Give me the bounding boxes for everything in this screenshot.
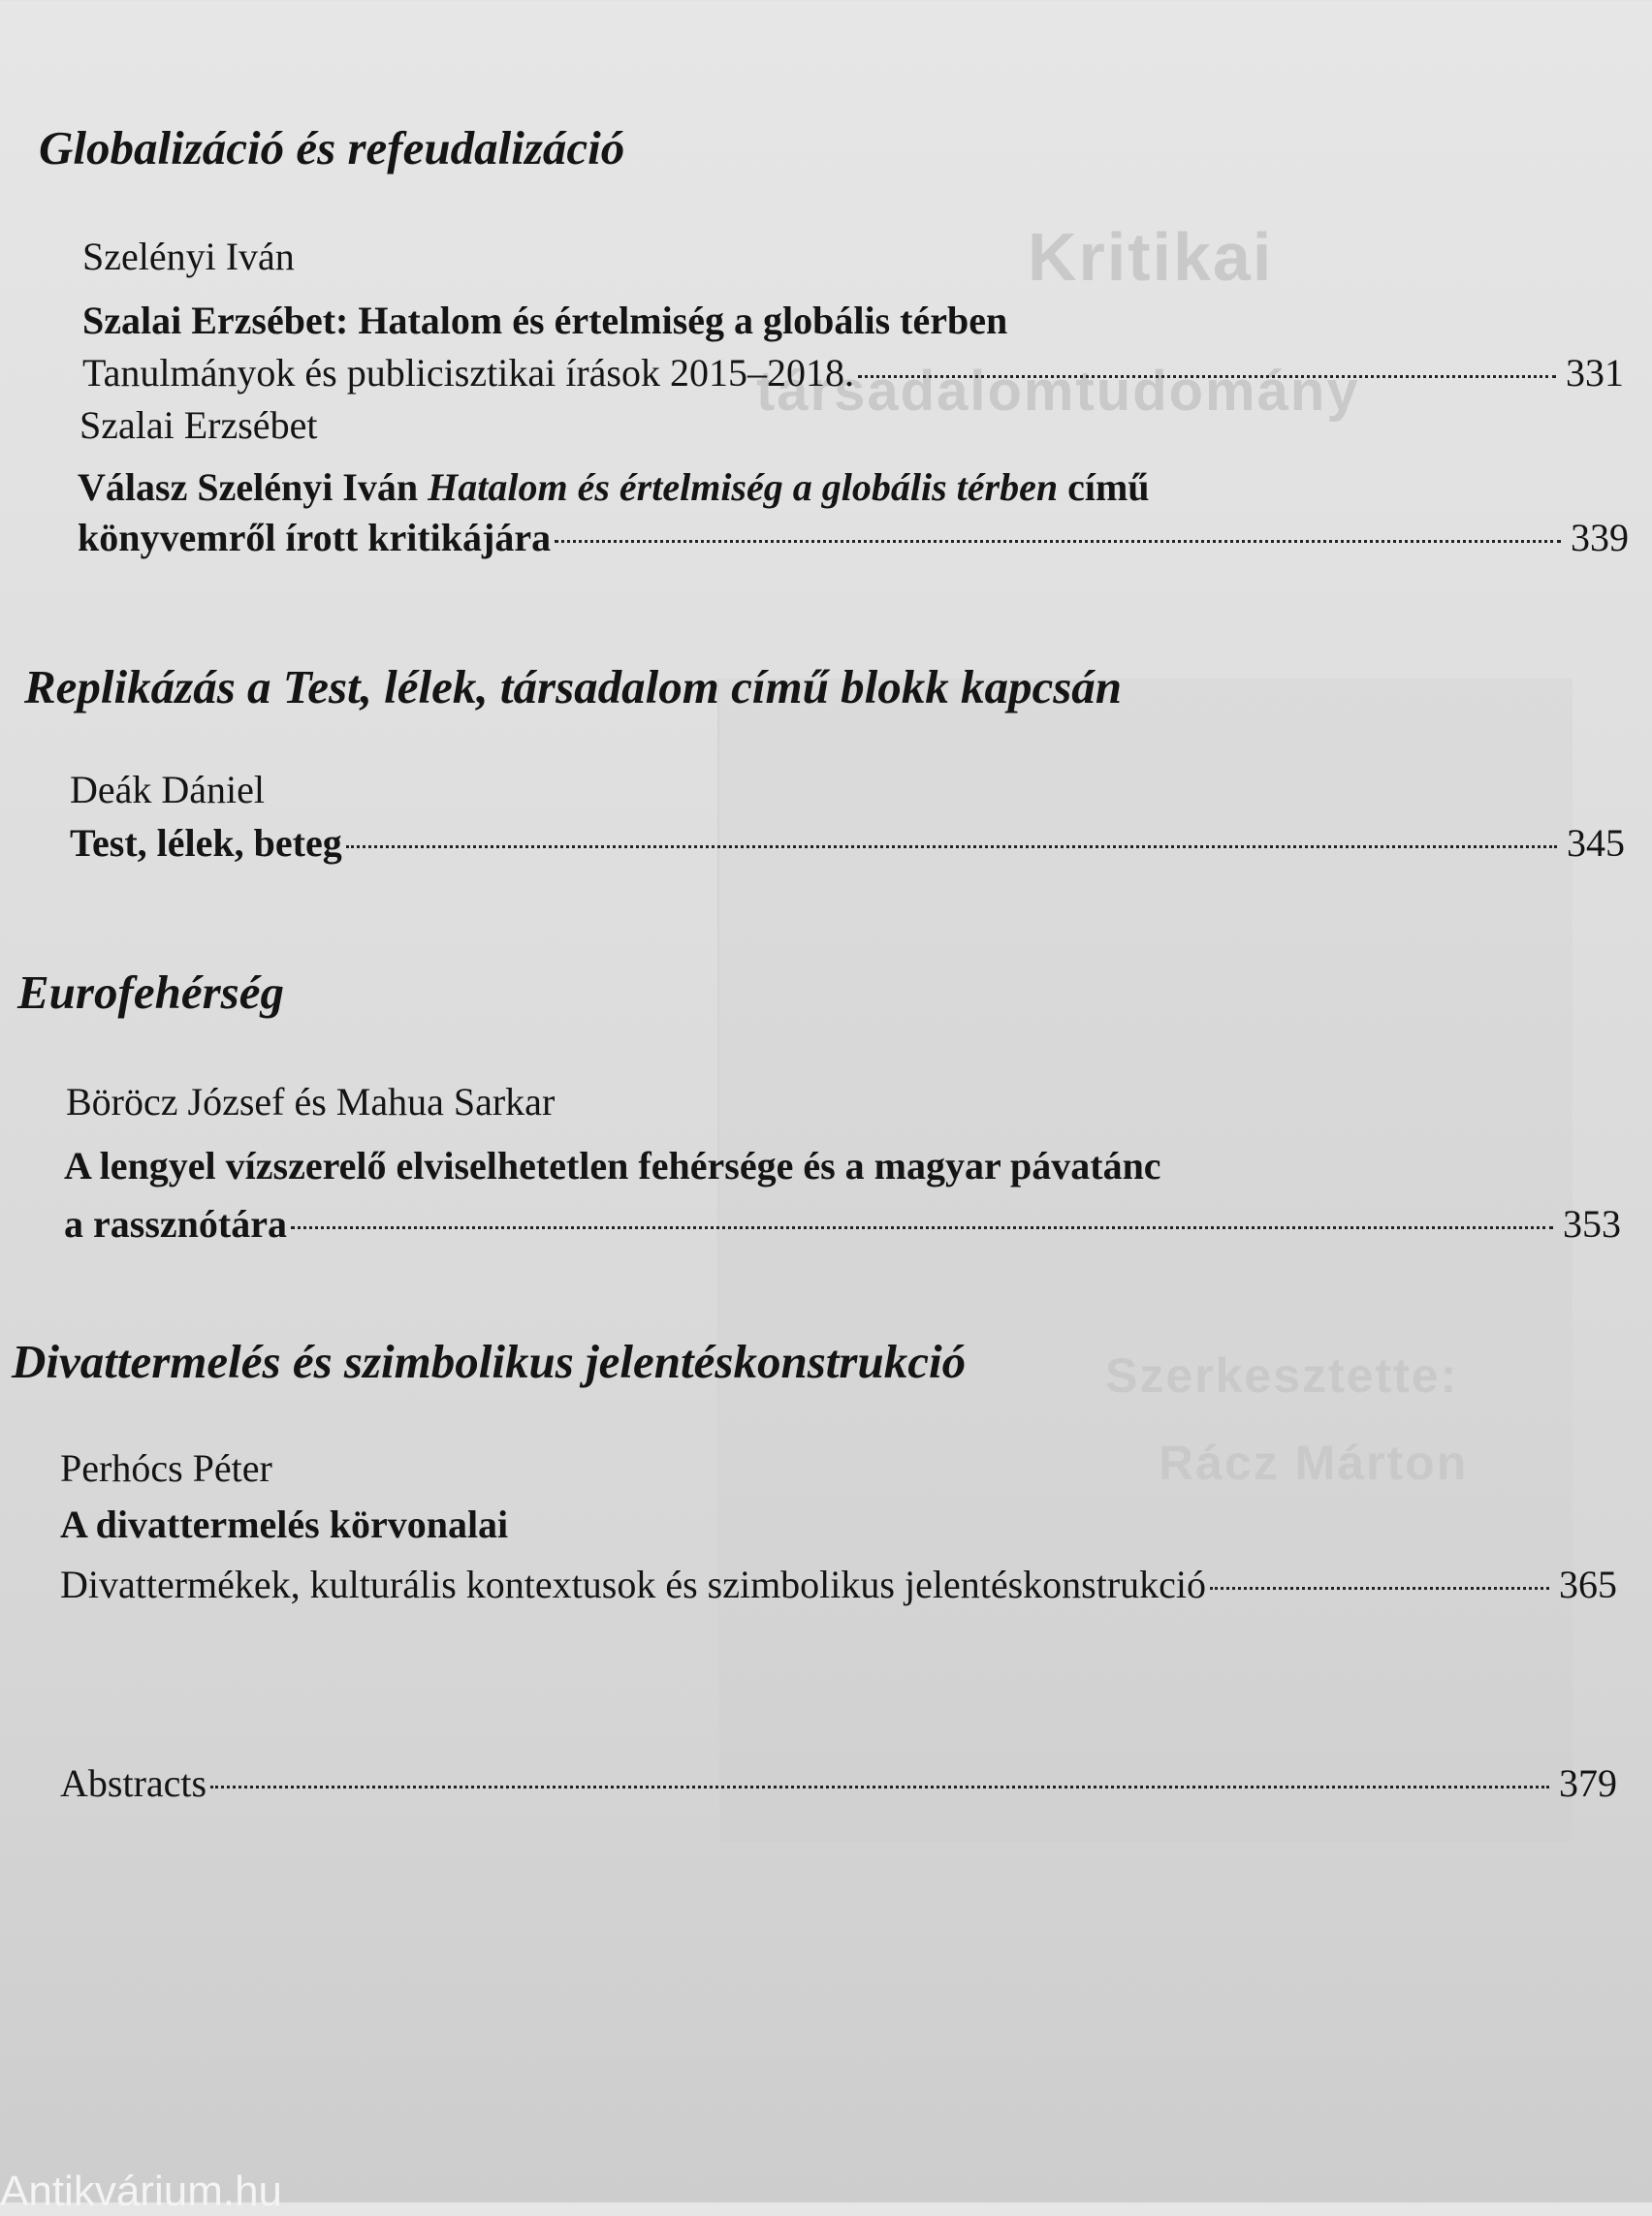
entry-title[interactable]: A lengyel vízszerelő elviselhetetlen fehérsége és a magyar pávatánc [64,1144,1161,1187]
section-title: Eurofehérség [17,966,284,1019]
show-through-text: Szerkesztette: [1105,1348,1459,1403]
entry-author: Deák Dániel [70,768,266,811]
page-number: 331 [1566,351,1624,395]
entry-title-continued: a rassznótára [64,1202,287,1246]
dot-leader [346,845,1557,848]
show-through-text: Kritikai [1028,219,1274,295]
section-title: Divattermelés és szimbolikus jelentéskonstrukció [12,1335,967,1388]
toc-entry-row[interactable] [70,819,1625,868]
dot-leader [858,375,1556,378]
section-title: Globalizáció és refeudalizáció [39,121,625,174]
page-number: 379 [1559,1761,1617,1805]
watermark: Antikvárium.hu [0,2168,283,2215]
show-through-text: Rácz Márton [1159,1436,1469,1490]
toc-entry-row[interactable] [78,514,1629,562]
toc-entry-row[interactable] [60,1759,1617,1808]
entry-author: Böröcz József és Mahua Sarkar [66,1080,556,1124]
entry-title-italic: Hatalom és értelmiség a globális térben [428,465,1059,509]
entry-subtitle: Divattermékek, kulturális kontextusok és szimbolikus jelentéskonstrukció [60,1563,1207,1606]
toc-entry-row[interactable] [82,349,1624,397]
entry-author: Szelényi Iván [82,235,295,278]
entry-title-part: című [1058,465,1150,509]
page-number: 365 [1559,1563,1617,1606]
dot-leader [555,540,1561,543]
entry-subtitle: Tanulmányok és publicisztikai írások 2015–2018. [82,351,854,395]
entry-title[interactable]: Szalai Erzsébet: Hatalom és értelmiség a globális térben [82,299,1008,342]
page-number: 345 [1567,821,1625,865]
entry-title[interactable] [78,463,1150,512]
dot-leader [291,1226,1553,1229]
section-title: Replikázás a Test, lélek, társadalom című blokk kapcsán [24,660,1123,713]
show-through-text: társadalomtudomány [756,360,1360,423]
page-number: 353 [1563,1202,1621,1246]
entry-title[interactable]: A divattermelés körvonalai [60,1503,509,1546]
abstracts-label: Abstracts [60,1761,207,1805]
toc-entry-row[interactable] [64,1200,1621,1249]
entry-author: Perhócs Péter [60,1446,272,1490]
dot-leader [210,1786,1549,1789]
page-number: 339 [1571,516,1629,559]
toc-entry-row[interactable] [60,1561,1617,1609]
entry-title-part: Válasz Szelényi Iván [78,465,429,509]
entry-title: Test, lélek, beteg [70,821,342,865]
entry-title-continued: könyvemről írott kritikájára [78,516,552,559]
entry-author: Szalai Erzsébet [79,403,318,447]
dot-leader [1210,1587,1549,1590]
